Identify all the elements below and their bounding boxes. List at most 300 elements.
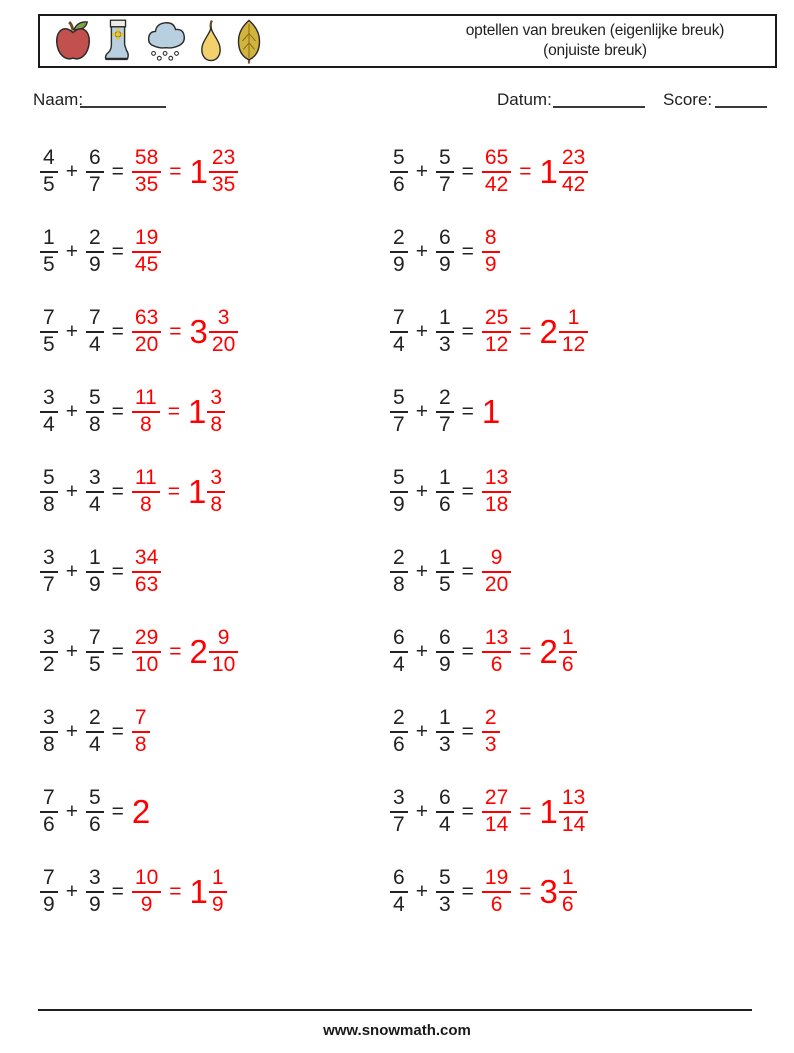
addend-2-fraction-denominator: 4	[86, 331, 104, 357]
answer-sum-fraction-denominator: 20	[482, 571, 511, 597]
addend-2-fraction	[86, 627, 104, 676]
addend-1-fraction-numerator: 5	[393, 386, 405, 410]
mixed-fraction-denominator: 14	[559, 811, 588, 837]
answer-sum-fraction	[482, 307, 511, 356]
mixed-fraction-denominator: 6	[559, 651, 577, 677]
addend-1-fraction-numerator: 7	[43, 786, 55, 810]
answer-sum-fraction	[132, 387, 160, 436]
addend-1-fraction-denominator: 9	[390, 251, 408, 277]
equals-operator: =	[461, 880, 474, 903]
answer-sum-fraction-numerator: 7	[134, 706, 147, 730]
mixed-whole-number: 1	[187, 393, 207, 431]
score-field-label: Score:	[663, 90, 713, 109]
addend-2-fraction-denominator: 5	[436, 571, 454, 597]
equals-operator: =	[111, 160, 124, 183]
footer-website: www.snowmath.com	[323, 1022, 471, 1039]
addend-1-fraction-numerator: 3	[43, 626, 55, 650]
addend-2-fraction-numerator: 1	[438, 706, 451, 730]
answer-sum-fraction	[132, 227, 161, 276]
answer-sum-fraction	[482, 707, 500, 756]
mixed-whole-number: 1	[189, 153, 208, 191]
addend-1-fraction-denominator: 6	[390, 171, 408, 197]
answer-sum-fraction-numerator: 19	[484, 866, 509, 890]
addend-2-fraction-numerator: 3	[88, 466, 101, 490]
footer-divider	[38, 1009, 752, 1011]
addend-1-fraction-denominator: 5	[40, 251, 58, 277]
mixed-fraction-denominator: 8	[207, 411, 225, 437]
addend-1-fraction	[390, 867, 408, 916]
score-field-line	[715, 92, 767, 108]
addend-1-fraction-numerator: 5	[43, 466, 55, 490]
equals-operator: =	[461, 640, 474, 663]
equals-operator-answer: =	[167, 480, 180, 503]
addend-2-fraction-numerator: 6	[438, 626, 451, 650]
problem-15	[40, 707, 150, 756]
addend-2-fraction-numerator: 5	[88, 386, 101, 410]
plus-operator: +	[65, 400, 78, 423]
equals-operator-answer: =	[169, 640, 182, 663]
answer-sum-fraction-numerator: 8	[484, 226, 497, 250]
mixed-fraction-numerator: 3	[210, 386, 223, 410]
mixed-whole-number: 1	[187, 473, 207, 511]
addend-1-fraction	[390, 787, 408, 836]
answer-sum-fraction-denominator: 9	[482, 251, 500, 277]
equals-operator: =	[461, 240, 474, 263]
mixed-fraction	[559, 787, 588, 836]
mixed-fraction-denominator: 35	[209, 171, 238, 197]
addend-1-fraction-denominator: 9	[390, 491, 408, 517]
problem-4	[390, 227, 500, 276]
mixed-fraction-numerator: 1	[561, 866, 574, 890]
mixed-fraction-numerator: 3	[210, 466, 223, 490]
addend-2-fraction-denominator: 4	[86, 731, 104, 757]
answer-sum-fraction-denominator: 35	[132, 171, 161, 197]
mixed-fraction	[559, 147, 588, 196]
addend-1-fraction-denominator: 7	[390, 811, 408, 837]
answer-sum-fraction-numerator: 27	[484, 786, 509, 810]
addend-1-fraction	[390, 467, 408, 516]
addend-2-fraction	[436, 707, 454, 756]
addend-1-fraction-denominator: 6	[390, 731, 408, 757]
plus-operator: +	[415, 800, 428, 823]
answer-sum-fraction-denominator: 8	[132, 731, 150, 757]
equals-operator-answer: =	[169, 160, 182, 183]
plus-operator: +	[415, 720, 428, 743]
addend-1-fraction	[40, 307, 58, 356]
addend-2-fraction	[86, 147, 104, 196]
answer-sum-fraction	[132, 307, 161, 356]
addend-2-fraction-denominator: 5	[86, 651, 104, 677]
addend-1-fraction-denominator: 7	[40, 571, 58, 597]
answer-sum-fraction	[482, 787, 511, 836]
mixed-whole-number: 3	[539, 873, 558, 911]
addend-2-fraction-numerator: 1	[438, 466, 451, 490]
answer-sum-fraction-denominator: 12	[482, 331, 511, 357]
mixed-fraction	[559, 627, 577, 676]
apple-icon	[54, 20, 92, 62]
addend-1-fraction-denominator: 8	[40, 491, 58, 517]
problem-6	[390, 307, 588, 356]
answer-sum-fraction-denominator: 6	[482, 651, 511, 677]
worksheet-title	[419, 21, 771, 61]
answer-whole-number: 1	[481, 393, 501, 431]
addend-2-fraction	[436, 147, 454, 196]
answer-sum-fraction-numerator: 13	[484, 626, 509, 650]
answer-sum-fraction-numerator: 34	[134, 546, 159, 570]
answer-sum-fraction-numerator: 65	[484, 146, 509, 170]
answer-sum-fraction-numerator: 19	[134, 226, 159, 250]
plus-operator: +	[415, 480, 428, 503]
name-field-line	[80, 92, 166, 108]
answer-sum-fraction-denominator: 20	[132, 331, 161, 357]
problem-9	[40, 467, 225, 516]
addend-2-fraction-denominator: 7	[436, 171, 454, 197]
mixed-fraction-numerator: 9	[217, 626, 230, 650]
addend-2-fraction-numerator: 1	[438, 306, 451, 330]
answer-sum-fraction	[132, 627, 161, 676]
addend-1-fraction	[390, 307, 408, 356]
mixed-fraction-numerator: 1	[211, 866, 224, 890]
problem-2	[390, 147, 588, 196]
equals-operator: =	[461, 480, 474, 503]
addend-2-fraction-denominator: 6	[436, 491, 454, 517]
addend-1-fraction-numerator: 7	[43, 306, 55, 330]
addend-2-fraction-denominator: 7	[86, 171, 104, 197]
addend-2-fraction-numerator: 5	[438, 866, 451, 890]
addend-2-fraction-numerator: 2	[88, 226, 101, 250]
addend-1-fraction-denominator: 8	[40, 731, 58, 757]
date-field-line	[553, 92, 645, 108]
answer-sum-fraction	[132, 547, 161, 596]
addend-1-fraction-numerator: 7	[393, 306, 405, 330]
addend-1-fraction-numerator: 3	[393, 786, 405, 810]
answer-sum-fraction	[482, 227, 500, 276]
addend-1-fraction-numerator: 2	[393, 546, 405, 570]
addend-2-fraction	[436, 867, 454, 916]
addend-2-fraction-denominator: 9	[86, 891, 104, 917]
answer-sum-fraction-numerator: 58	[134, 146, 159, 170]
problem-14	[390, 627, 577, 676]
answer-sum-fraction-numerator: 10	[134, 866, 159, 890]
problem-10	[390, 467, 511, 516]
name-field-label: Naam:	[33, 90, 84, 109]
addend-1-fraction-numerator: 5	[393, 146, 405, 170]
plus-operator: +	[415, 400, 428, 423]
addend-2-fraction	[86, 707, 104, 756]
addend-1-fraction-numerator: 3	[43, 546, 55, 570]
answer-sum-fraction	[482, 867, 511, 916]
plus-operator: +	[415, 160, 428, 183]
answer-sum-fraction-numerator: 2	[484, 706, 497, 730]
addend-1-fraction	[40, 547, 58, 596]
mixed-fraction	[209, 627, 238, 676]
problems-grid	[40, 132, 777, 932]
addend-2-fraction-denominator: 3	[436, 731, 454, 757]
answer-sum-fraction-denominator: 18	[482, 491, 511, 517]
plus-operator: +	[65, 560, 78, 583]
addend-1-fraction	[40, 867, 58, 916]
problem-16	[390, 707, 500, 756]
addend-1-fraction-denominator: 4	[390, 331, 408, 357]
mixed-fraction	[207, 467, 225, 516]
addend-2-fraction	[86, 387, 104, 436]
addend-2-fraction-numerator: 1	[88, 546, 101, 570]
answer-whole-number: 2	[131, 793, 151, 831]
addend-1-fraction-numerator: 1	[43, 226, 55, 250]
addend-1-fraction	[40, 387, 58, 436]
plus-operator: +	[415, 640, 428, 663]
answer-sum-fraction	[482, 147, 511, 196]
plus-operator: +	[65, 880, 78, 903]
equals-operator-answer: =	[519, 160, 532, 183]
problem-18	[390, 787, 588, 836]
answer-sum-fraction-denominator: 3	[482, 731, 500, 757]
answer-sum-fraction-numerator: 13	[484, 466, 509, 490]
mixed-fraction-denominator: 6	[559, 891, 577, 917]
equals-operator-answer: =	[519, 800, 532, 823]
answer-sum-fraction	[482, 627, 511, 676]
addend-2-fraction-denominator: 3	[436, 331, 454, 357]
mixed-fraction	[559, 307, 588, 356]
addend-1-fraction-numerator: 3	[43, 706, 55, 730]
addend-2-fraction-numerator: 6	[438, 226, 451, 250]
addend-1-fraction-numerator: 6	[393, 626, 405, 650]
plus-operator: +	[415, 240, 428, 263]
answer-sum-fraction-denominator: 9	[132, 891, 161, 917]
mixed-fraction-numerator: 23	[561, 146, 586, 170]
addend-1-fraction-numerator: 2	[393, 706, 405, 730]
equals-operator: =	[461, 400, 474, 423]
mixed-fraction-numerator: 1	[561, 626, 574, 650]
addend-1-fraction-denominator: 7	[390, 411, 408, 437]
addend-1-fraction-numerator: 6	[393, 866, 405, 890]
equals-operator: =	[461, 720, 474, 743]
mixed-fraction-denominator: 12	[559, 331, 588, 357]
mixed-fraction-denominator: 8	[207, 491, 225, 517]
plus-operator: +	[65, 320, 78, 343]
equals-operator-answer: =	[167, 400, 180, 423]
addend-1-fraction-denominator: 8	[390, 571, 408, 597]
addend-2-fraction-numerator: 3	[88, 866, 101, 890]
leaf-icon	[234, 18, 264, 64]
addend-1-fraction	[40, 467, 58, 516]
addend-1-fraction	[390, 147, 408, 196]
worksheet-header	[38, 14, 777, 68]
addend-2-fraction	[86, 547, 104, 596]
addend-1-fraction	[390, 227, 408, 276]
addend-2-fraction-denominator: 9	[436, 251, 454, 277]
addend-1-fraction-denominator: 2	[40, 651, 58, 677]
addend-2-fraction	[86, 867, 104, 916]
addend-2-fraction	[86, 307, 104, 356]
answer-sum-fraction	[132, 467, 160, 516]
mixed-fraction	[559, 867, 577, 916]
addend-2-fraction-numerator: 1	[438, 546, 451, 570]
addend-1-fraction	[40, 147, 58, 196]
answer-sum-fraction	[132, 147, 161, 196]
answer-sum-fraction-denominator: 14	[482, 811, 511, 837]
answer-sum-fraction-denominator: 10	[132, 651, 161, 677]
addend-1-fraction	[40, 787, 58, 836]
addend-1-fraction	[40, 707, 58, 756]
problem-19	[40, 867, 227, 916]
addend-1-fraction	[40, 227, 58, 276]
mixed-fraction-numerator: 23	[211, 146, 236, 170]
equals-operator-answer: =	[519, 880, 532, 903]
mixed-fraction-numerator: 1	[567, 306, 580, 330]
addend-2-fraction-denominator: 6	[86, 811, 104, 837]
answer-sum-fraction-denominator: 8	[132, 411, 160, 437]
answer-sum-fraction	[482, 547, 511, 596]
addend-1-fraction	[390, 547, 408, 596]
equals-operator-answer: =	[519, 640, 532, 663]
addend-2-fraction-numerator: 7	[88, 626, 101, 650]
answer-sum-fraction-numerator: 11	[134, 386, 157, 410]
mixed-fraction-numerator: 3	[217, 306, 230, 330]
problem-7	[40, 387, 225, 436]
equals-operator: =	[111, 640, 124, 663]
addend-2-fraction-denominator: 9	[86, 571, 104, 597]
addend-2-fraction-denominator: 7	[436, 411, 454, 437]
addend-1-fraction-denominator: 5	[40, 171, 58, 197]
date-field-label: Datum:	[497, 90, 552, 109]
equals-operator-answer: =	[169, 880, 182, 903]
addend-2-fraction-denominator: 4	[436, 811, 454, 837]
equals-operator-answer: =	[169, 320, 182, 343]
equals-operator: =	[111, 880, 124, 903]
answer-sum-fraction-denominator: 63	[132, 571, 161, 597]
addend-2-fraction-numerator: 6	[438, 786, 451, 810]
problem-5	[40, 307, 238, 356]
addend-1-fraction-denominator: 4	[390, 891, 408, 917]
addend-2-fraction	[436, 387, 454, 436]
addend-1-fraction	[40, 627, 58, 676]
equals-operator-answer: =	[519, 320, 532, 343]
mixed-fraction	[207, 387, 225, 436]
mixed-whole-number: 1	[189, 873, 208, 911]
plus-operator: +	[65, 720, 78, 743]
addend-1-fraction-numerator: 3	[43, 386, 55, 410]
mixed-fraction-denominator: 10	[209, 651, 238, 677]
addend-1-fraction-denominator: 6	[40, 811, 58, 837]
mixed-fraction-denominator: 9	[209, 891, 227, 917]
addend-1-fraction-denominator: 9	[40, 891, 58, 917]
mixed-fraction-denominator: 42	[559, 171, 588, 197]
addend-2-fraction-numerator: 5	[88, 786, 101, 810]
equals-operator: =	[461, 800, 474, 823]
answer-sum-fraction-denominator: 45	[132, 251, 161, 277]
addend-2-fraction	[436, 627, 454, 676]
addend-2-fraction	[436, 307, 454, 356]
addend-1-fraction	[390, 387, 408, 436]
addend-2-fraction	[86, 227, 104, 276]
answer-sum-fraction	[132, 867, 161, 916]
equals-operator: =	[461, 560, 474, 583]
plus-operator: +	[65, 800, 78, 823]
addend-2-fraction	[436, 467, 454, 516]
addend-2-fraction-denominator: 8	[86, 411, 104, 437]
rain-boot-icon	[101, 19, 135, 63]
worksheet-title-line2: (onjuiste breuk)	[543, 42, 647, 59]
mixed-whole-number: 2	[539, 633, 558, 671]
problem-3	[40, 227, 161, 276]
mixed-fraction	[209, 147, 238, 196]
problem-17	[40, 787, 151, 836]
worksheet-title-line1: optellen van breuken (eigenlijke breuk)	[465, 21, 725, 39]
addend-2-fraction-numerator: 2	[88, 706, 101, 730]
addend-2-fraction	[436, 787, 454, 836]
equals-operator: =	[111, 240, 124, 263]
rain-cloud-icon	[144, 19, 188, 63]
equals-operator: =	[111, 720, 124, 743]
answer-sum-fraction-numerator: 29	[134, 626, 159, 650]
mixed-whole-number: 1	[539, 153, 558, 191]
equals-operator: =	[111, 560, 124, 583]
pear-icon	[197, 19, 225, 63]
addend-1-fraction-denominator: 4	[390, 651, 408, 677]
addend-2-fraction-numerator: 6	[88, 146, 101, 170]
plus-operator: +	[65, 240, 78, 263]
problem-20	[390, 867, 577, 916]
addend-2-fraction	[436, 227, 454, 276]
addend-2-fraction-denominator: 9	[86, 251, 104, 277]
problem-12	[390, 547, 511, 596]
equals-operator: =	[111, 480, 124, 503]
answer-sum-fraction-numerator: 25	[484, 306, 509, 330]
plus-operator: +	[415, 320, 428, 343]
mixed-whole-number: 1	[539, 793, 558, 831]
mixed-whole-number: 2	[189, 633, 208, 671]
plus-operator: +	[65, 640, 78, 663]
plus-operator: +	[65, 480, 78, 503]
addend-2-fraction-numerator: 7	[88, 306, 101, 330]
mixed-fraction	[209, 867, 227, 916]
answer-sum-fraction-denominator: 6	[482, 891, 511, 917]
answer-sum-fraction-denominator: 42	[482, 171, 511, 197]
fields-row	[0, 90, 794, 116]
addend-1-fraction-numerator: 2	[393, 226, 405, 250]
addend-1-fraction-numerator: 5	[393, 466, 405, 490]
plus-operator: +	[415, 560, 428, 583]
equals-operator: =	[111, 400, 124, 423]
mixed-fraction-numerator: 13	[561, 786, 586, 810]
addend-1-fraction	[390, 627, 408, 676]
problem-8	[390, 387, 501, 436]
answer-sum-fraction-numerator: 9	[490, 546, 503, 570]
addend-2-fraction	[436, 547, 454, 596]
plus-operator: +	[65, 160, 78, 183]
addend-2-fraction-numerator: 2	[438, 386, 451, 410]
addend-2-fraction	[86, 787, 104, 836]
addend-2-fraction-denominator: 3	[436, 891, 454, 917]
addend-1-fraction-denominator: 5	[40, 331, 58, 357]
answer-sum-fraction-numerator: 63	[134, 306, 159, 330]
equals-operator: =	[461, 320, 474, 343]
addend-1-fraction	[390, 707, 408, 756]
answer-sum-fraction	[132, 707, 150, 756]
answer-sum-fraction	[482, 467, 511, 516]
addend-1-fraction-denominator: 4	[40, 411, 58, 437]
problem-1	[40, 147, 238, 196]
addend-1-fraction-numerator: 7	[43, 866, 55, 890]
mixed-whole-number: 3	[189, 313, 208, 351]
mixed-fraction	[209, 307, 238, 356]
problem-11	[40, 547, 161, 596]
answer-sum-fraction-denominator: 8	[132, 491, 160, 517]
addend-2-fraction-denominator: 9	[436, 651, 454, 677]
addend-2-fraction-denominator: 4	[86, 491, 104, 517]
problem-13	[40, 627, 238, 676]
